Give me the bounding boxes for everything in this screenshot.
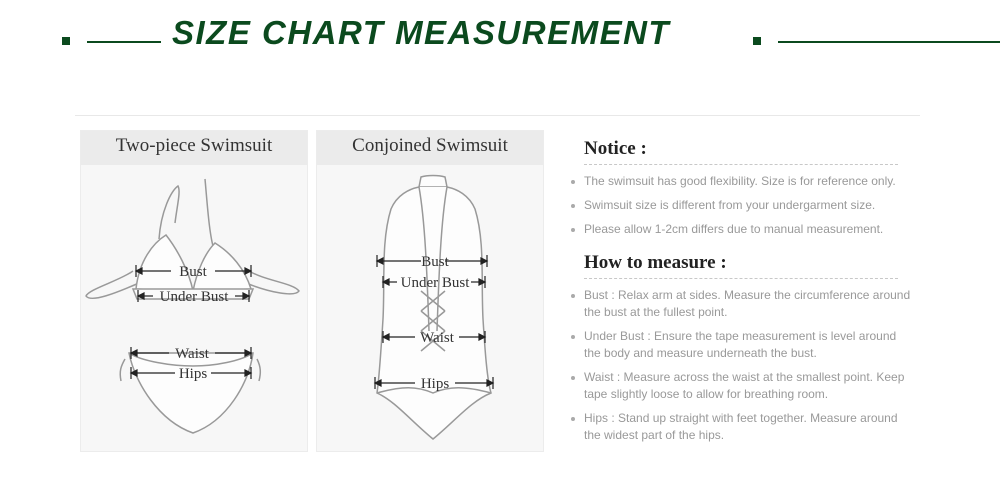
page-title: SIZE CHART MEASUREMENT — [172, 14, 671, 51]
conjoined-under-bust-label: Under Bust — [400, 275, 470, 291]
conjoined-panel — [316, 130, 544, 452]
divider — [75, 115, 920, 116]
list-item: Bust : Relax arm at sides. Measure the circumference around the bust at the fullest point. — [584, 287, 914, 321]
conjoined-bust-label: Bust — [421, 254, 449, 270]
two-piece-title: Two-piece Swimsuit — [81, 131, 307, 165]
one-piece-illustration — [317, 131, 543, 451]
list-item: The swimsuit has good flexibility. Size is for reference only. — [584, 173, 914, 190]
left-square-ornament — [62, 37, 70, 45]
left-rule — [87, 41, 161, 43]
two-piece-waist-label: Waist — [175, 346, 209, 362]
notes-column — [584, 138, 924, 451]
right-square-ornament — [753, 37, 761, 45]
list-item: Hips : Stand up straight with feet together. Measure around the widest part of the hips. — [584, 410, 914, 444]
how-to-list — [584, 287, 924, 444]
list-item: Waist : Measure across the waist at the smallest point. Keep tape slightly loose to allow for breathing room. — [584, 369, 914, 403]
right-rule — [778, 41, 1000, 43]
two-piece-under-bust-label: Under Bust — [159, 289, 229, 305]
conjoined-hips-label: Hips — [420, 376, 450, 392]
page-header — [0, 0, 1000, 80]
notice-heading: Notice : — [584, 138, 898, 165]
two-piece-panel — [80, 130, 308, 452]
list-item: Please allow 1-2cm differs due to manual measurement. — [584, 221, 914, 238]
notice-list — [584, 173, 924, 238]
conjoined-title: Conjoined Swimsuit — [317, 131, 543, 165]
list-item: Swimsuit size is different from your undergarment size. — [584, 197, 914, 214]
two-piece-hips-label: Hips — [178, 366, 208, 382]
list-item: Under Bust : Ensure the tape measurement is level around the body and measure underneath the bust. — [584, 328, 914, 362]
two-piece-bust-label: Bust — [179, 264, 207, 280]
how-to-measure-heading: How to measure : — [584, 252, 898, 279]
conjoined-waist-label: Waist — [420, 330, 454, 346]
bikini-illustration — [81, 131, 307, 451]
